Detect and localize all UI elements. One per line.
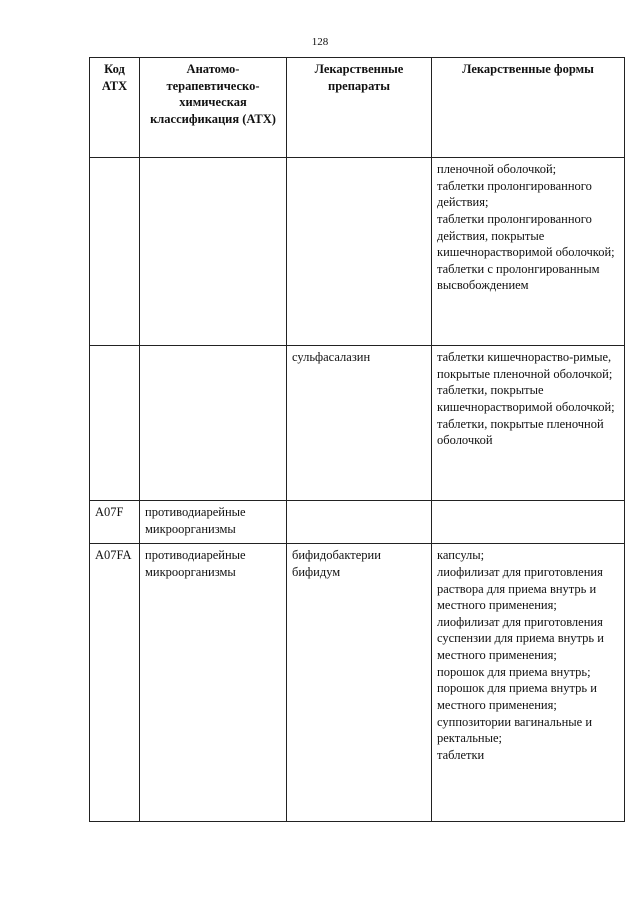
cell-drug: бифидобактерии бифидум xyxy=(287,544,432,822)
form-item: лиофилизат для приготовления суспензии для приема внутрь и местного применения; xyxy=(437,614,604,662)
header-classification: Анатомо-терапевтическо-химическая классификация (АТХ) xyxy=(140,58,287,158)
form-item: таблетки с пролонгированным высвобождением xyxy=(437,261,600,293)
cell-forms xyxy=(432,544,625,822)
cell-code: A07F xyxy=(90,501,140,544)
cell-forms xyxy=(432,501,625,544)
header-drugs: Лекарственные препараты xyxy=(287,58,432,158)
table-row xyxy=(90,501,625,544)
form-item: порошок для приема внутрь и местного применения; xyxy=(437,681,597,712)
cell-classification: противодиарейные микроорганизмы xyxy=(140,544,287,822)
cell-forms xyxy=(432,158,625,346)
form-item: порошок для приема внутрь; xyxy=(437,664,591,679)
table-header-row xyxy=(90,58,625,158)
form-item: суппозитории вагинальные и ректальные; xyxy=(437,714,593,746)
form-item: таблетки кишечнораство-римые, покрытые пленочной оболочкой; xyxy=(437,350,613,381)
cell-classification: противодиарейные микроорганизмы xyxy=(140,501,287,544)
cell-code xyxy=(90,346,140,501)
table-row xyxy=(90,158,625,346)
cell-classification xyxy=(140,346,287,501)
cell-forms xyxy=(432,346,625,501)
form-item: пленочной оболочкой; xyxy=(437,162,557,176)
form-item: лиофилизат для приготовления раствора для приема внутрь и местного применения; xyxy=(437,564,603,613)
cell-drug: сульфасалазин xyxy=(287,346,432,501)
form-item: капсулы; xyxy=(437,548,485,563)
form-item: таблетки xyxy=(437,747,485,762)
header-code: Код АТХ xyxy=(90,58,140,158)
cell-drug xyxy=(287,158,432,346)
atx-table xyxy=(89,57,625,822)
form-item: таблетки, покрытые пленочной оболочкой xyxy=(437,416,604,448)
cell-code: A07FA xyxy=(90,544,140,822)
form-item: таблетки, покрытые кишечнорастворимой оболочкой; xyxy=(437,383,615,414)
form-item: таблетки пролонгированного действия, покрытые кишечнорастворимой оболочкой; xyxy=(437,211,615,260)
table-row xyxy=(90,346,625,501)
cell-classification xyxy=(140,158,287,346)
table-row xyxy=(90,544,625,822)
header-forms: Лекарственные формы xyxy=(432,58,625,158)
form-item: таблетки пролонгированного действия; xyxy=(437,178,592,210)
cell-code xyxy=(90,158,140,346)
cell-drug xyxy=(287,501,432,544)
page-number: 128 xyxy=(311,36,329,48)
